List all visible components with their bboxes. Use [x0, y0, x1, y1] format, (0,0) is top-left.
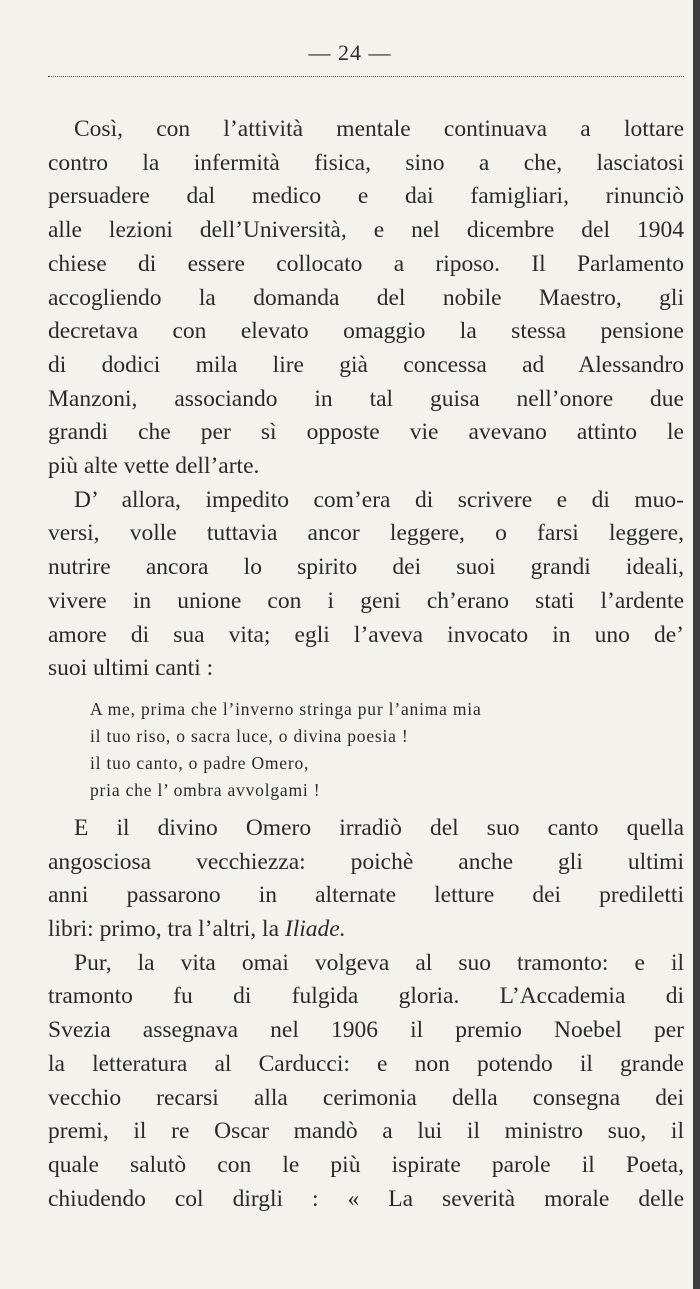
text-line: accogliendo la domanda del nobile Maestro, gli	[48, 284, 684, 311]
paragraph	[48, 484, 684, 686]
poem-line: il tuo canto, o padre Omero,	[90, 752, 310, 773]
text-line: quale salutò con le più ispirate parole il Poeta,	[48, 1151, 684, 1178]
text-line: alle lezioni dell’Università, e nel dicembre del 1904	[48, 217, 684, 244]
text-line: chiudendo col dirgli : « La severità morale delle	[48, 1185, 684, 1212]
paragraph	[48, 812, 684, 947]
text-line: Svezia assegnava nel 1906 il premio Noebel per	[48, 1017, 684, 1044]
text-line: Pur, la vita omai volgeva al suo tramonto: e il	[74, 949, 684, 976]
text-line: vecchio recarsi alla cerimonia della consegna dei	[48, 1084, 684, 1111]
text-line: nutrire ancora lo spirito dei suoi grandi ideali,	[48, 554, 684, 581]
poem-line: pria che l’ ombra avvolgami !	[90, 779, 321, 800]
text-line: vivere in unione con i geni ch’erano stati l’ardente	[48, 587, 684, 614]
text-line: grandi che per sì opposte vie avevano attinto le	[48, 419, 684, 446]
text-line: di dodici mila lire già concessa ad Alessandro	[48, 351, 684, 378]
text-line: E il divino Omero irradiò del suo canto quella	[74, 814, 684, 841]
text-line: premi, il re Oscar mandò a lui il ministro suo, il	[48, 1118, 684, 1145]
page-edge-shadow	[693, 0, 700, 1289]
text-line: più alte vette dell’arte.	[48, 453, 260, 480]
paragraph	[48, 113, 684, 484]
text-fragment: libri: primo, tra l’altri, la	[48, 916, 285, 943]
text-line: Così, con l’attività mentale continuava a lottare	[74, 116, 684, 142]
text-line: chiese di essere collocato a riposo. Il Parlamento	[48, 250, 684, 277]
text-line: persuadere dal medico e dai famigliari, rinunciò	[48, 183, 684, 210]
book-title-italic: Iliade.	[284, 916, 346, 943]
text-line: versi, volle tuttavia ancor leggere, o farsi leggere,	[48, 520, 684, 547]
paragraph	[48, 947, 684, 1217]
text-line: tramonto fu di fulgida gloria. L’Accademia di	[48, 983, 684, 1010]
text-line: D’ allora, impedito com’era di scrivere e di muo-	[74, 486, 684, 513]
text-line: contro la infermità fisica, sino a che, lasciatosi	[48, 149, 684, 176]
text-line: decretava con elevato omaggio la stessa pensione	[48, 318, 684, 345]
text-line	[48, 913, 684, 947]
text-line: angosciosa vecchiezza: poichè anche gli ultimi	[48, 848, 684, 875]
text-line: suoi ultimi canti :	[48, 655, 214, 682]
header-rule	[48, 76, 684, 77]
poem-line: A me, prima che l’inverno stringa pur l’anima mia	[90, 698, 482, 719]
page-number: — 24 —	[308, 40, 392, 65]
text-line: amore di sua vita; egli l’aveva invocato in uno de’	[48, 621, 684, 648]
body-text	[48, 113, 684, 1216]
poem-quote	[48, 696, 684, 804]
text-line: Manzoni, associando in tal guisa nell’onore due	[48, 385, 684, 412]
text-line: anni passarono in alternate letture dei prediletti	[48, 882, 684, 909]
text-line: la letteratura al Carducci: e non potendo il grande	[48, 1050, 684, 1077]
poem-line: il tuo riso, o sacra luce, o divina poesia !	[90, 725, 409, 746]
